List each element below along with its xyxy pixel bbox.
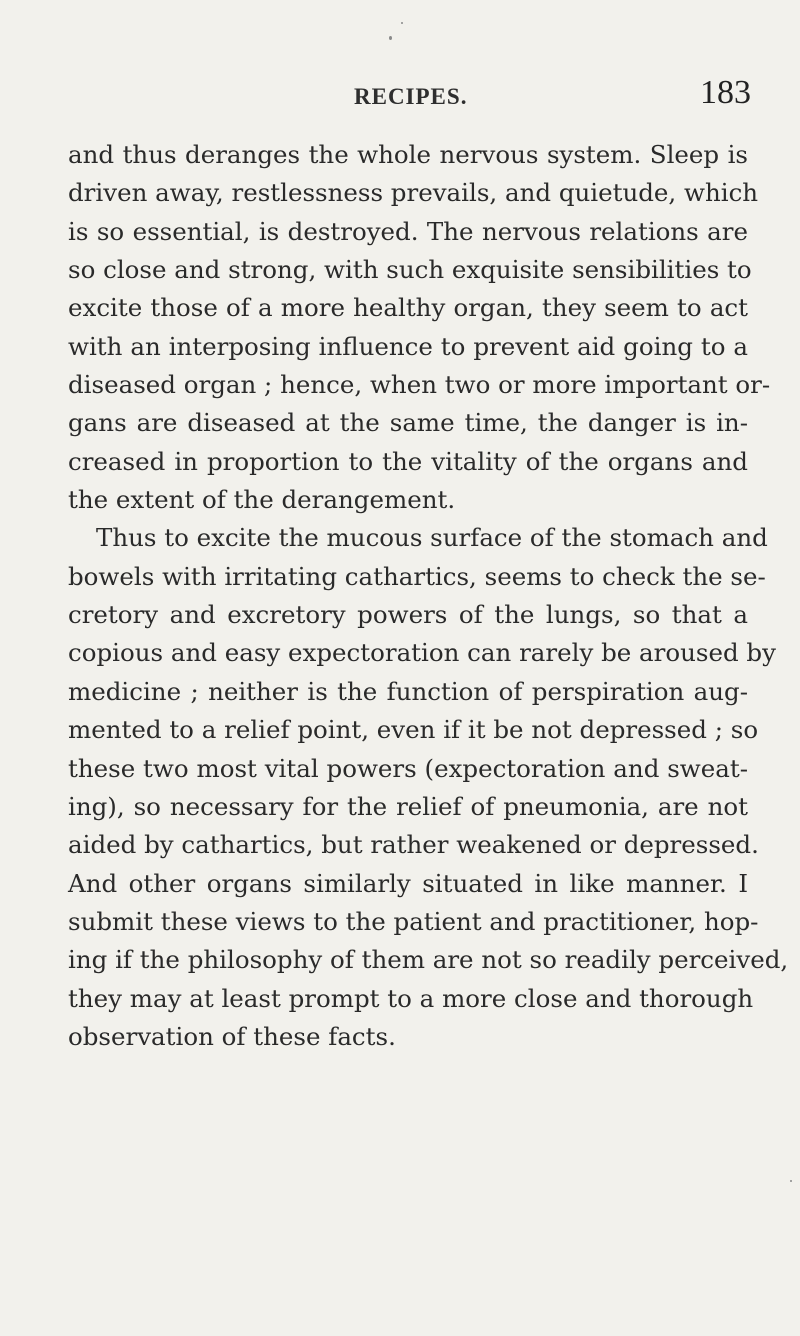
body-text — [68, 136, 789, 1056]
text-line: And other organs similarly situated in like manner. I — [68, 868, 748, 898]
text-line: and thus deranges the whole nervous system. Sleep is — [68, 140, 748, 169]
paper-speck — [401, 22, 403, 24]
text-line: bowels with irritating cathartics, seems to check the se- — [68, 561, 766, 591]
text-line: submit these views to the patient and practitioner, hop- — [68, 906, 759, 936]
running-head — [0, 76, 800, 112]
paragraph-1 — [68, 136, 771, 519]
text-line: diseased organ ; hence, when two or more important or- — [68, 370, 771, 400]
text-line: gans are diseased at the same time, the danger is in- — [68, 408, 748, 438]
text-line: copious and easy expectoration can rarely be aroused by — [68, 638, 776, 668]
running-head-title: RECIPES. — [354, 84, 468, 109]
text-line: driven away, restlessness prevails, and quietude, which — [68, 178, 759, 208]
text-line: ing), so necessary for the relief of pneumonia, are not — [68, 791, 748, 821]
text-line: they may at least prompt to a more close and thorough — [68, 983, 754, 1013]
text-line: is so essential, is destroyed. The nervous relations are — [68, 216, 748, 246]
text-line: observation of these facts. — [68, 1021, 396, 1051]
text-line: the extent of the derangement. — [68, 485, 456, 515]
text-line: aided by cathartics, but rather weakened or depressed. — [68, 830, 759, 860]
text-line: excite those of a more healthy organ, they seem to act — [68, 293, 748, 323]
paper-speck — [389, 36, 392, 40]
paragraph-2 — [68, 519, 789, 1056]
text-line: so close and strong, with such exquisite sensibilities to — [68, 255, 752, 285]
text-line: medicine ; neither is the function of perspiration aug- — [68, 676, 748, 706]
text-line: cretory and excretory powers of the lungs, so that a — [68, 600, 748, 630]
paper-speck — [790, 1180, 792, 1182]
text-line: ing if the philosophy of them are not so readily perceived, — [68, 945, 789, 975]
text-line: Thus to excite the mucous surface of the stomach and — [96, 523, 768, 553]
text-line: these two most vital powers (expectoration and sweat- — [68, 753, 748, 783]
page-number: 183 — [700, 74, 751, 111]
text-line: with an interposing influence to prevent aid going to a — [68, 331, 748, 361]
text-line: creased in proportion to the vitality of the organs and — [68, 446, 748, 476]
text-line: mented to a relief point, even if it be not depressed ; so — [68, 715, 759, 745]
